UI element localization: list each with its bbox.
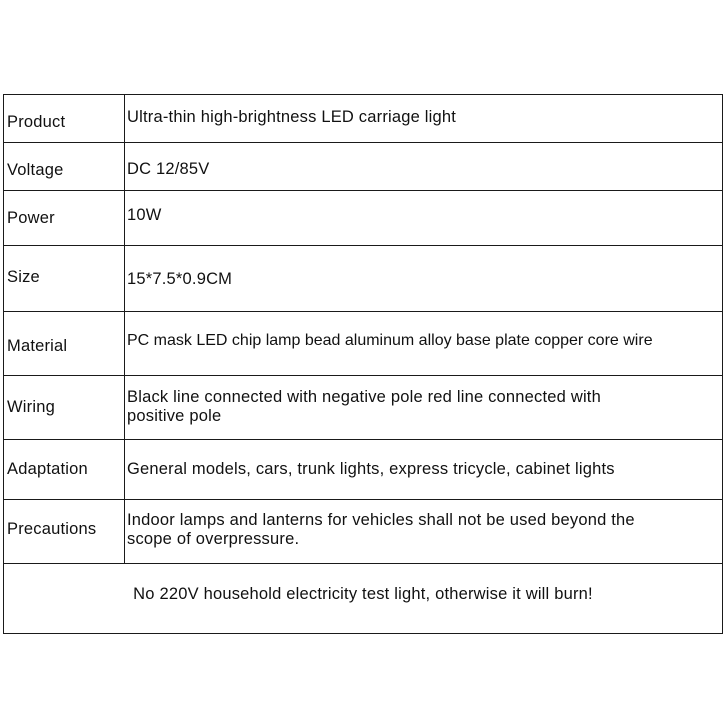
- row-value: General models, cars, trunk lights, express tricycle, cabinet lights: [127, 460, 615, 478]
- table-row: [4, 376, 723, 440]
- row-value: PC mask LED chip lamp bead aluminum alloy base plate copper core wire: [127, 332, 653, 349]
- row-value: DC 12/85V: [127, 160, 210, 178]
- warning-cell: [4, 564, 723, 634]
- table-row: [4, 500, 723, 564]
- row-value: Ultra-thin high-brightness LED carriage light: [127, 108, 457, 126]
- row-label: Precautions: [7, 520, 97, 538]
- warning-text: No 220V household electricity test light, otherwise it will burn!: [133, 585, 593, 603]
- table-row: [4, 312, 723, 376]
- table-row: [4, 143, 723, 191]
- row-label: Adaptation: [7, 460, 88, 478]
- label-cell: [4, 440, 125, 500]
- value-cell: [125, 376, 723, 440]
- row-label: Power: [7, 209, 55, 227]
- spec-table: [3, 94, 723, 634]
- value-cell: [125, 312, 723, 376]
- value-cell: [125, 440, 723, 500]
- label-cell: [4, 191, 125, 246]
- table-row: [4, 95, 723, 143]
- row-value: Black line connected with negative pole red line connected with positive pole: [127, 388, 601, 425]
- value-cell: [125, 143, 723, 191]
- label-cell: [4, 95, 125, 143]
- table-row: [4, 440, 723, 500]
- value-cell: [125, 500, 723, 564]
- value-cell: [125, 191, 723, 246]
- row-label: Material: [7, 337, 68, 355]
- table-row: [4, 191, 723, 246]
- row-label: Size: [7, 268, 40, 286]
- table-row: [4, 246, 723, 312]
- row-label: Product: [7, 113, 66, 131]
- value-cell: [125, 95, 723, 143]
- row-label: Voltage: [7, 161, 64, 179]
- label-cell: [4, 143, 125, 191]
- row-label: Wiring: [7, 398, 55, 416]
- label-cell: [4, 246, 125, 312]
- row-value: 15*7.5*0.9CM: [127, 270, 233, 288]
- label-cell: [4, 500, 125, 564]
- row-value: Indoor lamps and lanterns for vehicles shall not be used beyond the scope of overpressure.: [127, 511, 635, 548]
- row-value: 10W: [127, 206, 162, 224]
- label-cell: [4, 312, 125, 376]
- table-row: [4, 564, 723, 634]
- value-cell: [125, 246, 723, 312]
- label-cell: [4, 376, 125, 440]
